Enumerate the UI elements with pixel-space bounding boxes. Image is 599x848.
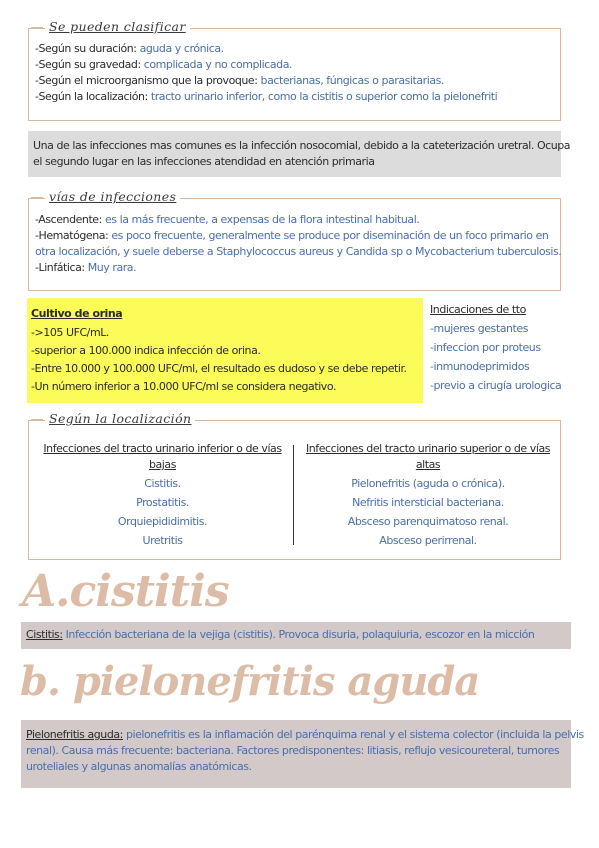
indicaciones-item: -previo a cirugía urologica (430, 379, 562, 392)
right-col-heading: altas (415, 458, 441, 471)
left-col-heading: Infecciones del tracto urinario inferior o de vías (43, 442, 282, 455)
nosocomial-line: Una de las infecciones mas comunes es la infección nosocomial, debido a la cateterización uretral. Ocupa (33, 139, 571, 152)
localizacion-right-col (299, 441, 557, 549)
cultivo-line: -superior a 100.000 indica infección de orina. (31, 344, 261, 357)
right-col-item: Nefritis intersticial bacteriana. (352, 496, 504, 509)
right-col-item: Pielonefritis (aguda o crónica). (351, 477, 505, 490)
left-col-item: Cistitis. (144, 477, 181, 490)
cultivo-block (27, 298, 423, 403)
vias-line: -Ascendente: es la más frecuente, a expensas de la flora intestinal habitual. (35, 213, 420, 226)
pielonefritis-block (21, 720, 584, 788)
indicaciones-item: -inmunodeprimidos (430, 360, 530, 373)
clasificar-title: Se pueden clasificar (45, 19, 190, 35)
vias-box (28, 189, 562, 291)
indicaciones-title: Indicaciones de tto (430, 303, 526, 316)
right-col-item: Absceso perirrenal. (379, 534, 477, 547)
cistitis-line: Cistitis: Infección bacteriana de la vejiga (cistitis). Provoca disuria, polaquiuria, escozor en la micción (26, 628, 535, 641)
column-divider (293, 445, 294, 545)
nosocomial-block (28, 131, 571, 177)
clasificar-line: -Según su gravedad: complicada y no complicada. (35, 58, 293, 71)
vias-line: -Linfática: Muy rara. (35, 261, 137, 274)
clasificar-line: -Según la localización: tracto urinario inferior, como la cistitis o superior como la pielonefriti (35, 90, 498, 103)
localizacion-left-col (35, 441, 290, 549)
pielonefritis-line: uroteliales y algunas anomalías anatómicas. (26, 760, 252, 773)
pielonefritis-heading: b. pielonefritis aguda (20, 658, 480, 705)
cistitis-heading: A.cistitis (22, 566, 229, 617)
localizacion-box (28, 411, 561, 560)
clasificar-line: -Según su duración: aguda y crónica. (35, 42, 224, 55)
indicaciones-item: -mujeres gestantes (430, 322, 528, 335)
cultivo-title: Cultivo de orina (31, 307, 123, 320)
right-col-heading: Infecciones del tracto urinario superior o de vías (305, 442, 551, 455)
clasificar-line: -Según el microorganismo que la provoque: bacterianas, fúngicas o parasitarias. (35, 74, 444, 87)
right-col-item: Absceso parenquimatoso renal. (347, 515, 509, 528)
indicaciones-block (430, 302, 595, 394)
clasificar-box (28, 19, 561, 121)
left-col-item: Orquiepididimitis. (117, 515, 208, 528)
left-col-heading: bajas (148, 458, 176, 471)
pielonefritis-line: Pielonefritis aguda: pielonefritis es la inflamación del parénquima renal y el sistema colector (incluida la pelvis (26, 728, 584, 741)
vias-line: -Hematógena: es poco frecuente, generalmente se produce por diseminación de un foco primario en (35, 229, 549, 242)
cultivo-line: -Un número inferior a 10.000 UFC/ml se considera negativo. (31, 380, 336, 393)
vias-list (35, 212, 560, 276)
vias-title: vías de infecciones (45, 189, 180, 205)
nosocomial-line: el segundo lugar en las infecciones atendidad en atención primaria (33, 155, 375, 168)
cultivo-line: ->105 UFC/mL. (31, 326, 109, 339)
cistitis-block (21, 622, 571, 649)
clasificar-list (35, 41, 560, 105)
vias-line: otra localización, y suele deberse a Staphylococcus aureus y Candida sp o Mycobacterium tuberculosis. (35, 245, 562, 258)
indicaciones-item: -infeccion por proteus (430, 341, 541, 354)
left-col-item: Uretritis (142, 534, 183, 547)
cultivo-line: -Entre 10.000 y 100.000 UFC/ml, el resultado es dudoso y se debe repetir. (31, 362, 407, 375)
localizacion-title: Según la localización (45, 411, 195, 427)
pielonefritis-line: renal). Causa más frecuente: bacteriana. Factores predisponentes: litiasis, reflujo vesicoureteral, tumores (26, 744, 560, 757)
left-col-item: Prostatitis. (136, 496, 189, 509)
